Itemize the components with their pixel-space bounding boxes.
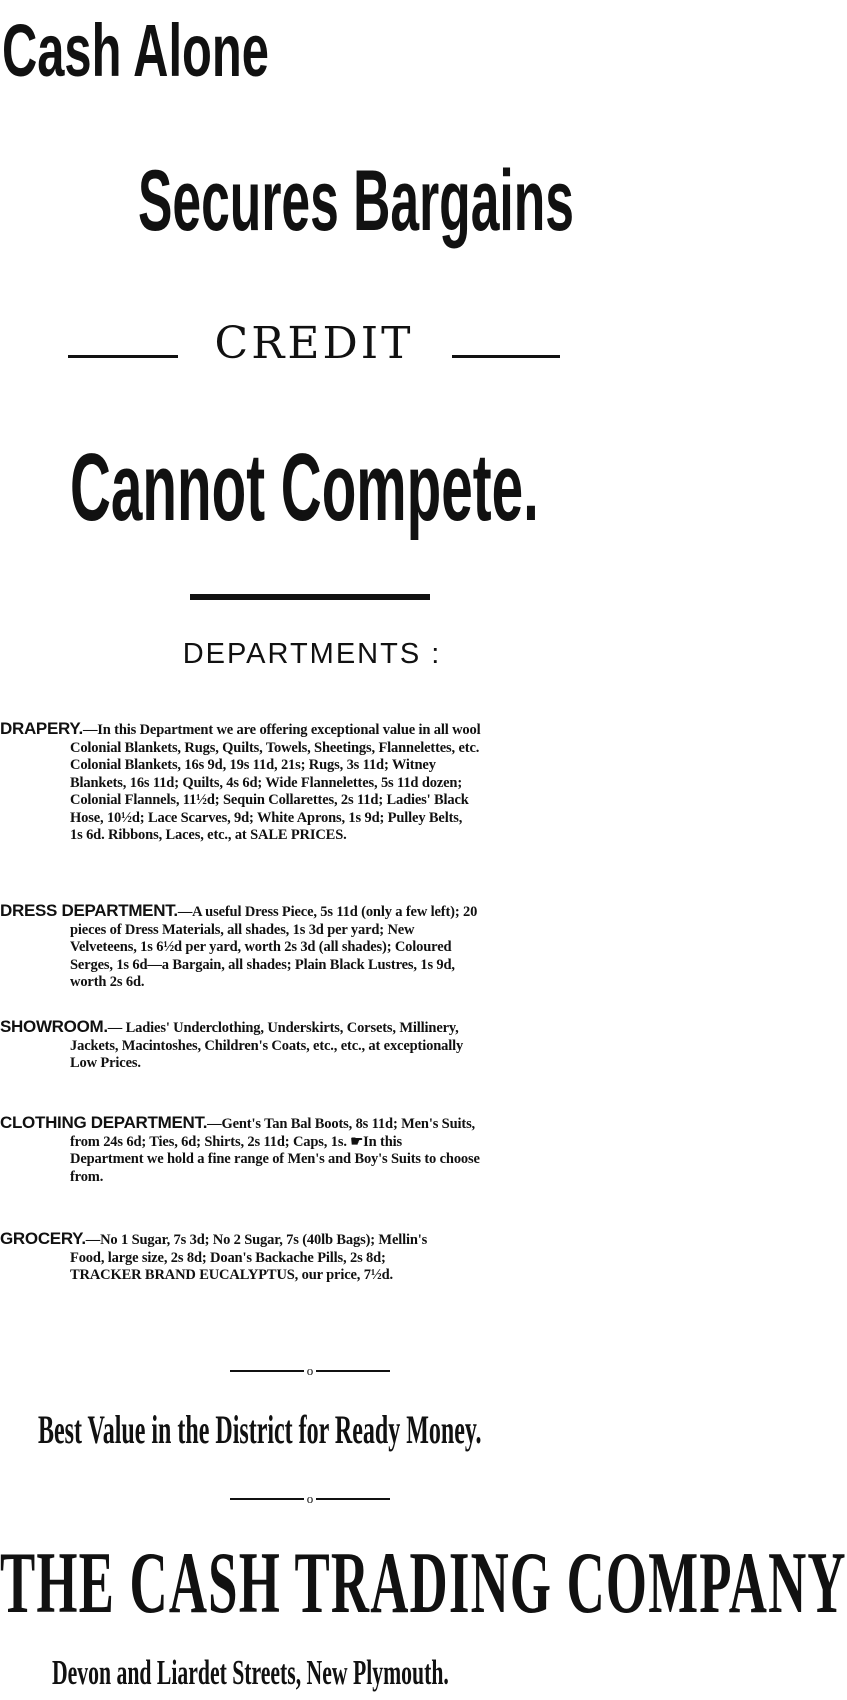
showroom-section bbox=[0, 1018, 624, 1073]
drapery-line: Blankets, 16s 11d; Quilts, 4s 6d; Wide Flannelettes, 5s 11d dozen; bbox=[70, 774, 462, 791]
clothing-line: from 24s 6d; Ties, 6d; Shirts, 2s 11d; Caps, 1s. ☛In this bbox=[70, 1133, 402, 1150]
headline-cannot-compete: Cannot Compete. bbox=[70, 434, 539, 541]
grocery-line: Food, large size, 2s 8d; Doan's Backache Pills, 2s 8d; bbox=[70, 1249, 386, 1266]
headline-credit: CREDIT bbox=[214, 318, 414, 369]
divider-mark: o bbox=[306, 1491, 314, 1506]
clothing-section bbox=[0, 1114, 624, 1186]
clothing-line: Department we hold a fine range of Men's and Boy's Suits to choose bbox=[70, 1151, 480, 1167]
dress-line: Serges, 1s 6d—a Bargain, all shades; Plain Black Lustres, 1s 9d, bbox=[70, 956, 455, 973]
grocery-line: TRACKER BRAND EUCALYPTUS, our price, 7½d. bbox=[70, 1267, 393, 1283]
dress-line: pieces of Dress Materials, all shades, 1s 3d per yard; New bbox=[70, 921, 415, 938]
dress-heading: DRESS DEPARTMENT. bbox=[0, 901, 178, 920]
drapery-section bbox=[0, 720, 624, 845]
clothing-heading: CLOTHING DEPARTMENT. bbox=[0, 1113, 208, 1132]
grocery-section bbox=[0, 1230, 624, 1285]
showroom-line: — Ladies' Underclothing, Underskirts, Corsets, Millinery, bbox=[107, 1020, 459, 1036]
headline-secures-bargains: Secures Bargains bbox=[138, 153, 574, 249]
clothing-line: —Gent's Tan Bal Boots, 8s 11d; Men's Suits, bbox=[207, 1116, 476, 1132]
drapery-heading: DRAPERY. bbox=[0, 719, 83, 738]
drapery-line: Colonial Blankets, 16s 9d, 19s 11d, 21s; Rugs, 3s 11d; Witney bbox=[70, 757, 436, 773]
company-name: THE CASH TRADING COMPANY bbox=[0, 1535, 847, 1632]
headline-cash-alone: Cash Alone bbox=[2, 9, 269, 92]
departments-title: DEPARTMENTS : bbox=[182, 638, 442, 670]
heavy-divider bbox=[190, 594, 430, 600]
divider-mark: o bbox=[306, 1363, 314, 1378]
ornamental-divider bbox=[230, 1489, 390, 1509]
grocery-line: —No 1 Sugar, 7s 3d; No 2 Sugar, 7s (40lb Bags); Mellin's bbox=[85, 1232, 428, 1248]
showroom-line: Jackets, Macintoshes, Children's Coats, etc., etc., at exceptionally bbox=[70, 1037, 464, 1054]
dress-line: —A useful Dress Piece, 5s 11d (only a few left); 20 bbox=[177, 904, 478, 920]
dress-section bbox=[0, 902, 624, 992]
drapery-line: —In this Department we are offering exceptional value in all wool bbox=[82, 722, 481, 738]
dress-line: worth 2s 6d. bbox=[70, 974, 145, 990]
showroom-line: Low Prices. bbox=[70, 1055, 141, 1071]
dress-line: Velveteens, 1s 6½d per yard, worth 2s 3d (all shades); Coloured bbox=[70, 939, 452, 955]
credit-rule-right bbox=[452, 355, 560, 358]
drapery-line: Colonial Flannels, 11½d; Sequin Collarettes, 2s 11d; Ladies' Black bbox=[70, 792, 469, 808]
ornamental-divider bbox=[230, 1361, 390, 1381]
showroom-heading: SHOWROOM. bbox=[0, 1017, 108, 1036]
drapery-line: 1s 6d. Ribbons, Laces, etc., at SALE PRICES. bbox=[70, 827, 347, 843]
drapery-line: Colonial Blankets, Rugs, Quilts, Towels, Sheetings, Flannelettes, etc. bbox=[70, 739, 480, 756]
drapery-line: Hose, 10½d; Lace Scarves, 9d; White Aprons, 1s 9d; Pulley Belts, bbox=[70, 809, 463, 826]
clothing-line: from. bbox=[70, 1168, 104, 1185]
tagline: Best Value in the District for Ready Money. bbox=[38, 1407, 482, 1452]
company-address: Devon and Liardet Streets, New Plymouth. bbox=[52, 1653, 449, 1692]
grocery-heading: GROCERY. bbox=[0, 1229, 86, 1248]
credit-rule-left bbox=[68, 355, 178, 358]
